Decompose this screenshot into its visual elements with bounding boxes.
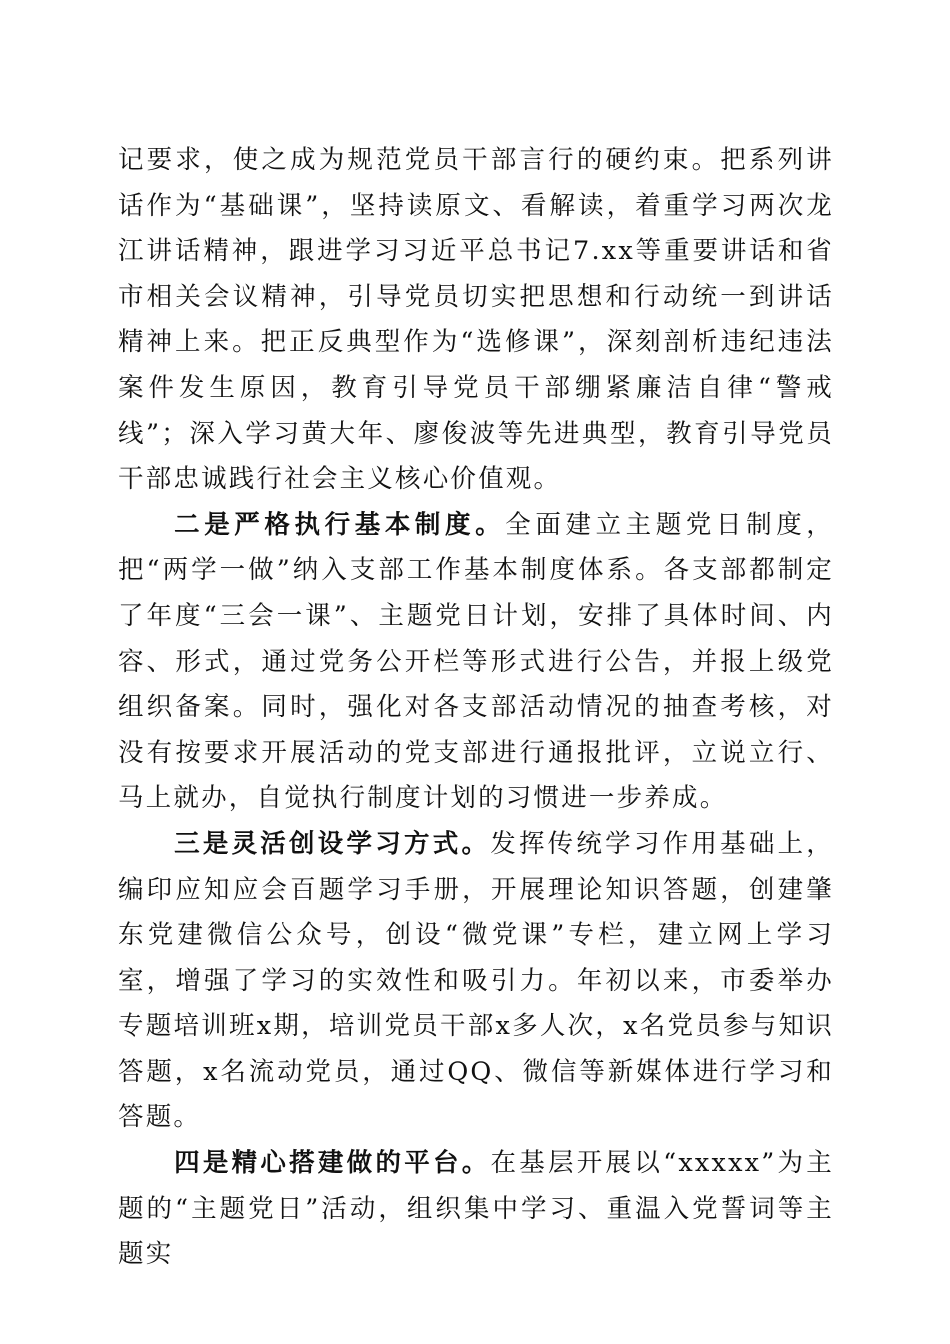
paragraph-heading: 四是精心搭建做的平台。 <box>174 1148 491 1179</box>
paragraph-body: 全面建立主题党日制度，把“两学一做”纳入支部工作基本制度体系。各支部都制定了年度“三会一课”、主题党日计划，安排了具体时间、内容、形式，通过党务公开栏等形式进行公告，并报上级党组织备案。同时，强化对各支部活动情况的抽查考核，对没有按要求开展活动的党支部进行通报批评，立说立行、马上就办，自觉执行制度计划的习惯进一步养成。 <box>118 509 834 814</box>
paragraph-continuation <box>118 138 834 503</box>
paragraph-body: 发挥传统学习作用基础上，编印应知应会百题学习手册，开展理论知识答题，创建肇东党建微信公众号，创设“微党课”专栏，建立网上学习室，增强了学习的实效性和吸引力。年初以来，市委举办专题培训班x期，培训党员干部x多人次，x名党员参与知识答题，x名流动党员，通过QQ、微信等新媒体进行学习和答题。 <box>118 828 835 1133</box>
paragraph-body: 在基层开展以“xxxxx”为主题的“主题党日”活动，组织集中学习、重温入党誓词等主题实 <box>118 1148 834 1270</box>
paragraph-heading: 二是严格执行基本制度。 <box>174 509 506 540</box>
paragraph-heading: 三是灵活创设学习方式。 <box>174 828 491 859</box>
paragraph-learning-methods <box>118 822 834 1141</box>
paragraph-institutions <box>118 503 834 822</box>
paragraph-platform <box>118 1141 834 1278</box>
document-page <box>118 138 834 1278</box>
paragraph-body: 记要求，使之成为规范党员干部言行的硬约束。把系列讲话作为“基础课”，坚持读原文、看解读，着重学习两次龙江讲话精神，跟进学习习近平总书记7.xx等重要讲话和省市相关会议精神，引导党员切实把思想和行动统一到讲话精神上来。把正反典型作为“选修课”，深刻剖析违纪违法案件发生原因，教育引导党员干部绷紧廉洁自律“警戒线”；深入学习黄大年、廖俊波等先进典型，教育引导党员干部忠诚践行社会主义核心价值观。 <box>118 145 834 495</box>
